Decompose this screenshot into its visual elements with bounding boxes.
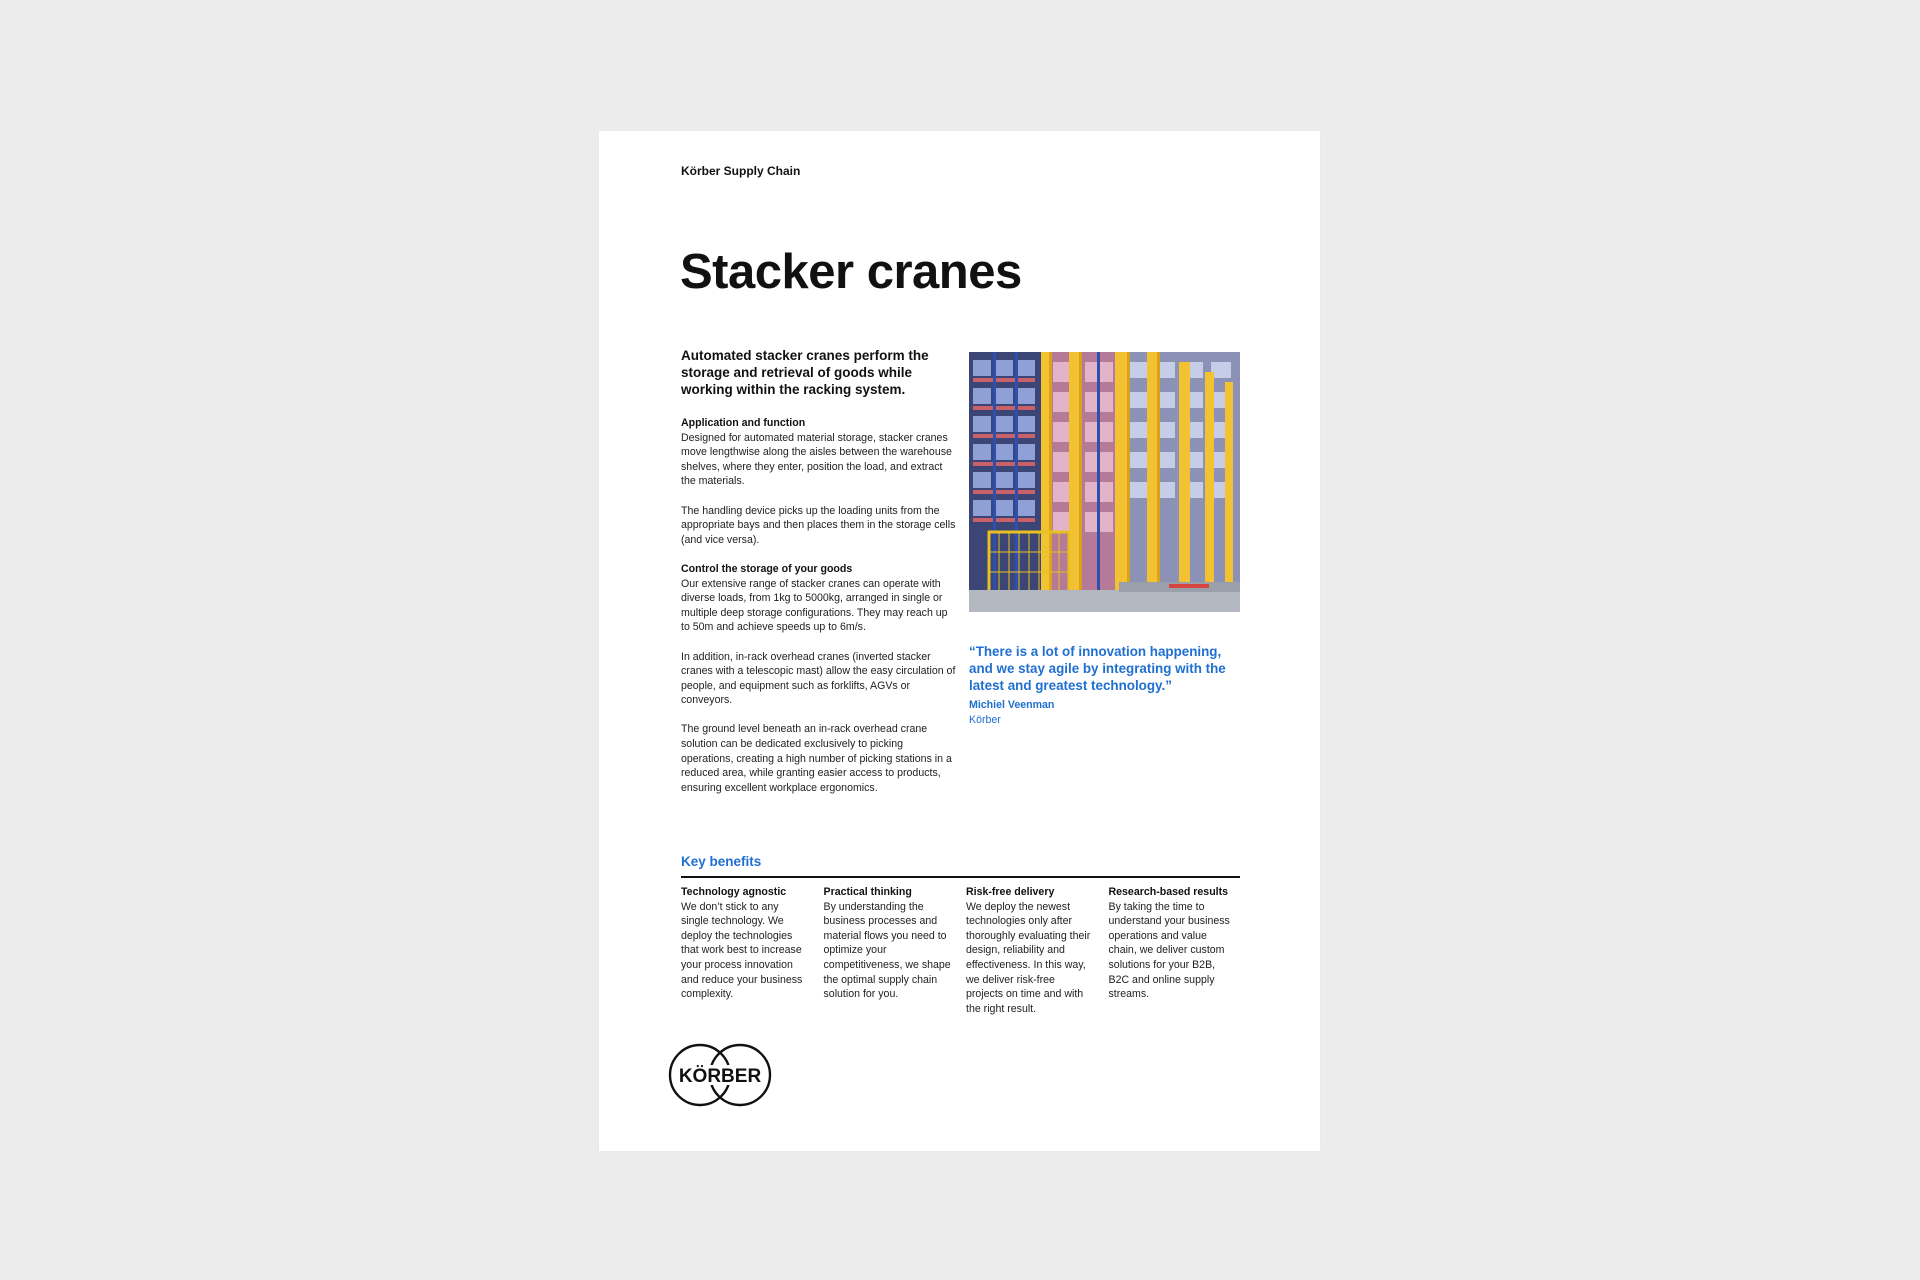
benefit-item (681, 885, 824, 1016)
page-title: Stacker cranes (680, 245, 1022, 299)
benefit-item (1109, 885, 1252, 1016)
benefit-item (824, 885, 967, 1016)
benefit-text: We deploy the newest technologies only after thoroughly evaluating their design, reliability and effectiveness. In this way, we deliver risk-free projects on time and with the right result. (966, 900, 1091, 1015)
body-paragraph: The handling device picks up the loading units from the appropriate bays and then places them in the storage cells (and vice versa). (681, 504, 956, 546)
body-paragraph: Designed for automated material storage, stacker cranes move lengthwise along the aisles between the warehouse shelves, where they enter, position the load, and extract the materials. (681, 431, 952, 488)
warehouse-rack-photo (969, 352, 1240, 612)
benefit-item (966, 885, 1109, 1016)
quote-organization: Körber (969, 714, 1001, 726)
benefit-text: We don’t stick to any single technology. We deploy the technologies that work best to increase your process innovation and reduce your business complexity. (681, 900, 803, 1001)
body-column (681, 416, 956, 810)
section-heading-application: Application and function (681, 417, 806, 429)
korber-logo (666, 1041, 776, 1109)
quote-author: Michiel Veenman (969, 699, 1055, 711)
brand-label: Körber Supply Chain (681, 164, 801, 178)
key-benefits-list (681, 885, 1251, 1016)
benefit-heading: Risk-free delivery (966, 886, 1055, 898)
body-paragraph: Our extensive range of stacker cranes can operate with diverse loads, from 1kg to 5000kg, arranged in single or multiple deep storage configurations. They may reach up to 50m and achieve speeds up to 6m/s. (681, 577, 948, 634)
pull-quote: “There is a lot of innovation happening, and we stay agile by integrating with the latest and greatest technology.” (969, 644, 1226, 693)
benefit-text: By taking the time to understand your business operations and value chain, we deliver custom solutions for your B2B, B2C and online supply streams. (1108, 900, 1230, 1001)
benefit-text: By understanding the business processes and material flows you need to optimize your competitiveness, we shape the optimal supply chain solution for you. (823, 900, 951, 1001)
body-paragraph: In addition, in-rack overhead cranes (inverted stacker cranes with a telescopic mast) allow the easy circulation of people, and equipment such as forklifts, AGVs or conveyors. (681, 650, 956, 707)
document-page (599, 131, 1320, 1151)
benefit-heading: Technology agnostic (681, 886, 787, 898)
key-benefits-divider (681, 876, 1240, 878)
benefit-heading: Research-based results (1108, 886, 1229, 898)
lead-paragraph: Automated stacker cranes perform the storage and retrieval of goods while working within the racking system. (681, 348, 929, 397)
benefit-heading: Practical thinking (823, 886, 912, 898)
logo-wordmark: KÖRBER (678, 1066, 762, 1087)
section-heading-control: Control the storage of your goods (681, 562, 853, 575)
warehouse-rack-image (969, 352, 1240, 612)
korber-logo-mark (666, 1041, 776, 1109)
key-benefits-heading: Key benefits (681, 854, 762, 869)
body-paragraph: The ground level beneath an in-rack overhead crane solution can be dedicated exclusively to picking operations, creating a high number of picking stations in a reduced area, while granting easier access to products, ensuring excellent workplace ergonomics. (681, 723, 952, 794)
